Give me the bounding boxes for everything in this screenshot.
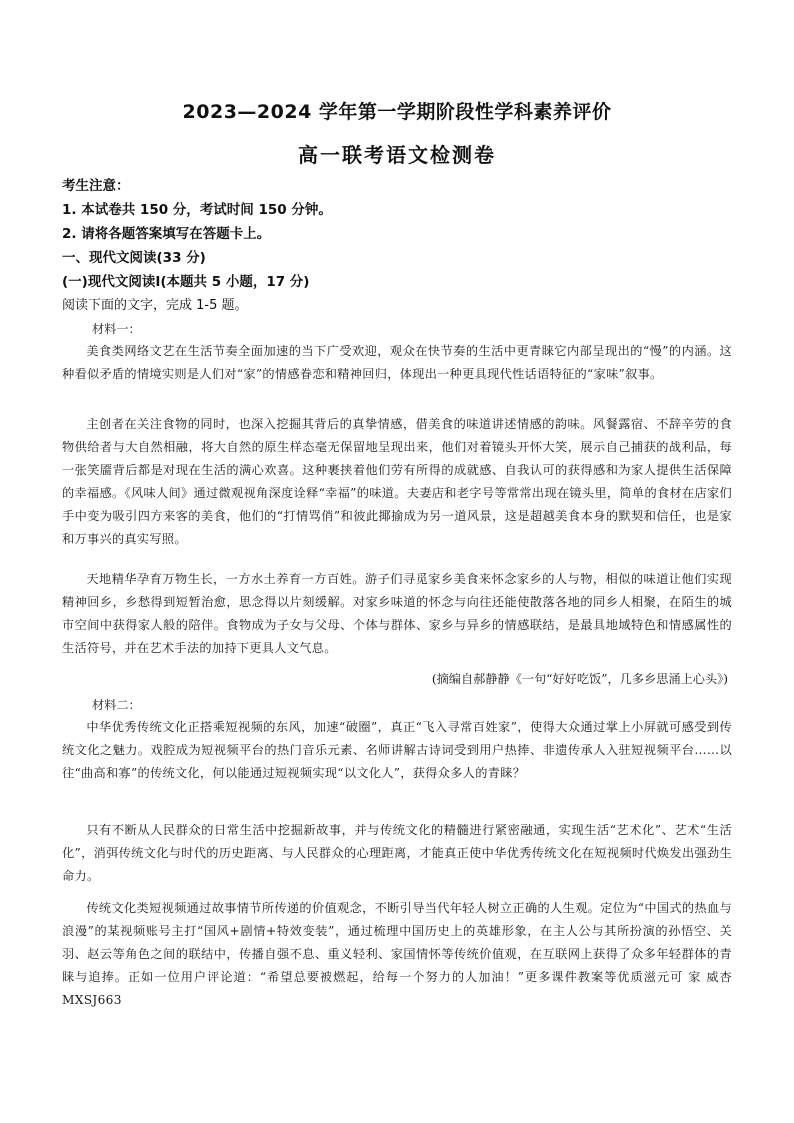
notice-item-1: 1. 本试卷共 150 分，考试时间 150 分钟。 xyxy=(62,202,332,218)
section-heading: 一、现代文阅读(33 分) xyxy=(62,250,206,266)
material-2-paragraph-2: 只有不断从人民群众的日常生活中挖掘新故事，并与传统文化的精髓进行紧密融通，实现生活“艺术化”、艺术“生活化”，消弭传统文化与时代的历史距离、与人民群众的心理距离，才能真正使中华优秀传统文化在短视频时代焕发出强劲生命力。 xyxy=(62,823,732,883)
notice-item-2: 2. 请将各题答案填写在答题卡上。 xyxy=(62,226,271,242)
reading-instruction: 阅读下面的文字，完成 1-5 题。 xyxy=(62,298,248,313)
material-2-paragraph-3: 传统文化类短视频通过故事情节所传递的价值观念，不断引导当代年轻人树立正确的人生观。定位为“中国式的热血与浪漫”的某视频账号主打“国风+剧情+特效变装”，通过梳理中国历史上的英雄形象，在主人公与其所扮演的孙悟空、关羽、赵云等角色之间的联结中，传播自强不息、重义轻利、家国情怀等传统价值观，在互联网上获得了众多年轻群体的青睐与追捧。正如一位用户评论道：“希望总要被燃起，给每一个努力的人加油！”更多课件教案等优质滋元可 家 威杏 MXSJ663 xyxy=(62,901,732,1007)
material-1-source: (摘编自郝静静《一句“好好吃饭”，几多乡思涌上心头》) xyxy=(431,672,728,686)
notice-heading: 考生注意： xyxy=(62,178,130,194)
material-2-label: 材料二： xyxy=(92,698,141,712)
subsection-heading: (一)现代文阅读Ⅰ(本题共 5 小题，17 分) xyxy=(62,274,310,290)
material-1-paragraph-3: 天地精华孕育万物生长，一方水土养育一方百姓。游子们寻觅家乡美食来怀念家乡的人与物，相似的味道让他们实现精神回乡，乡愁得到短暂治愈，思念得以片刻缓解。对家乡味道的怀念与向往还能使散落各地的同乡人相聚，在陌生的城市空间中获得家人般的陪伴。食物成为子女与父母、个体与群体、家乡与异乡的情感联结，是最具地域特色和情感属性的生活符号，并在艺术手法的加持下更具人文气息。 xyxy=(62,572,732,655)
material-1-paragraph-1: 美食类网络文艺在生活节奏全面加速的当下广受欢迎，观众在快节奏的生活中更青睐它内部呈现出的“慢”的内涵。这种看似矛盾的情境实则是人们对“家”的情感眷恋和精神回归，体现出一种更具现代性话语特征的“家味”叙事。 xyxy=(62,344,732,381)
exam-subtitle: 高一联考语文检测卷 xyxy=(298,143,496,167)
material-1-paragraph-2: 主创者在关注食物的同时，也深入挖掘其背后的真挚情感，借美食的味道讲述情感的韵味。风餐露宿、不辞辛劳的食物供给者与大自然相融，将大自然的原生样态毫无保留地呈现出来，他们对着镜头开怀大笑，展示自己捕获的战利品，每一张笑靥背后都是对现在生活的满心欢喜。这种裹挟着他们劳有所得的成就感、自我认可的获得感和为家人提供生活保障的幸福感。《风味人间》通过微观视角深度诠释“幸福”的味道。夫妻店和老字号等常常出现在镜头里，简单的食材在店家们手中变为吸引四方来客的美食，他们的“打情骂俏”和彼此揶揄成为另一道风景，这是超越美食本身的默契和信任，也是家和万事兴的真实写照。 xyxy=(62,417,732,546)
exam-title: 2023—2024 学年第一学期阶段性学科素养评价 xyxy=(182,101,612,123)
material-2-paragraph-1: 中华优秀传统文化正搭乘短视频的东风，加速“破圈”，真正“飞入寻常百姓家”，使得大众通过掌上小屏就可感受到传统文化之魅力。戏腔成为短视频平台的热门音乐元素、名师讲解古诗词受到用户热捧、非遗传承人入驻短视频平台……以往“曲高和寡”的传统文化，何以能通过短视频实现“以文化人”，获得众多人的青睐？ xyxy=(62,720,732,780)
material-1-label: 材料一： xyxy=(92,322,141,336)
